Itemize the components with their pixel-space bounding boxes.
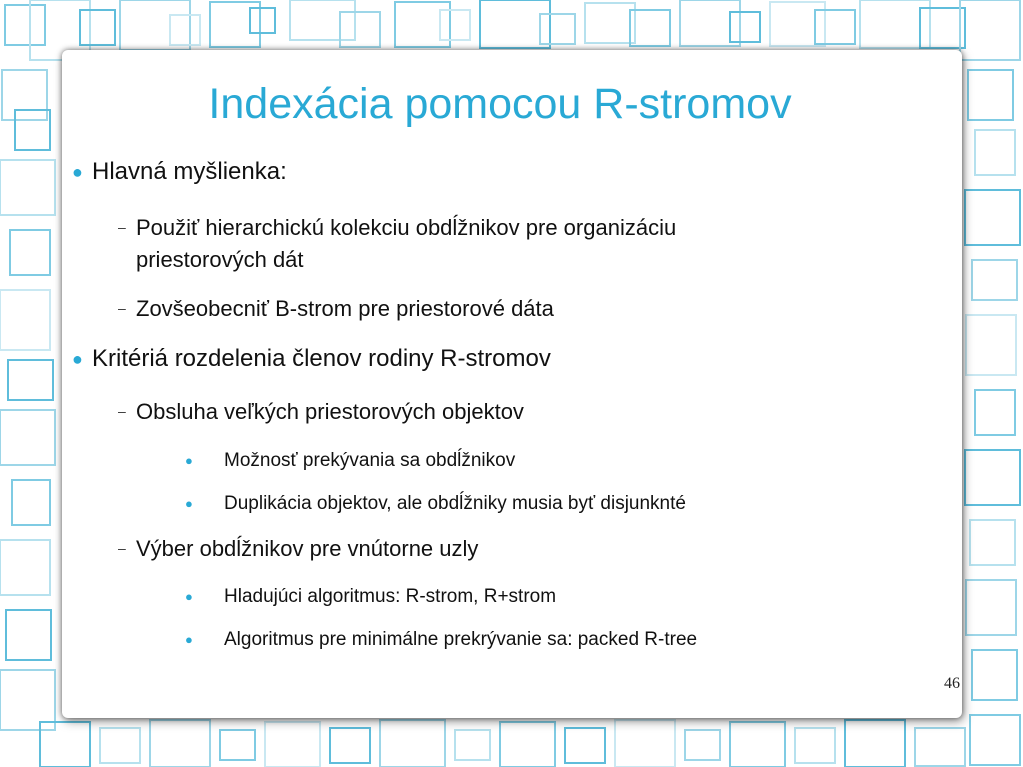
bullet-small-icon: ●	[185, 453, 193, 468]
list-item: Duplikácia objektov, ale obdĺžniky musia byť disjunknté	[224, 493, 686, 514]
bullet-small-icon: ●	[185, 589, 193, 604]
bullet-dot-icon: ●	[72, 162, 83, 182]
list-item: Možnosť prekývania sa obdĺžnikov	[224, 450, 516, 471]
list-item: Zovšeobecniť B-strom pre priestorové dáta	[136, 296, 554, 321]
list-item: Použiť hierarchickú kolekciu obdĺžnikov pre organizáciu	[136, 215, 677, 240]
slide-panel	[62, 50, 962, 718]
list-item: Hladujúci algoritmus: R-strom, R+strom	[224, 586, 557, 607]
slide-title: Indexácia pomocou R-stromov	[208, 80, 792, 128]
list-item: Obsluha veľkých priestorových objektov	[136, 399, 524, 424]
bullet-small-icon: ●	[185, 632, 193, 647]
list-item-continuation: priestorových dát	[136, 247, 304, 272]
list-item: Algoritmus pre minimálne prekrývanie sa: packed R-tree	[224, 629, 698, 650]
list-item: Hlavná myšlienka:	[92, 158, 287, 185]
bullet-dash-icon: –	[118, 403, 126, 419]
list-item: Kritériá rozdelenia členov rodiny R-stromov	[92, 345, 551, 372]
bullet-dash-icon: –	[118, 219, 126, 235]
bullet-dot-icon: ●	[72, 349, 83, 369]
bullet-dash-icon: –	[118, 300, 126, 316]
page-number: 46	[944, 675, 960, 692]
bullet-small-icon: ●	[185, 496, 193, 511]
bullet-dash-icon: –	[118, 540, 126, 556]
list-item: Výber obdĺžnikov pre vnútorne uzly	[136, 536, 479, 561]
